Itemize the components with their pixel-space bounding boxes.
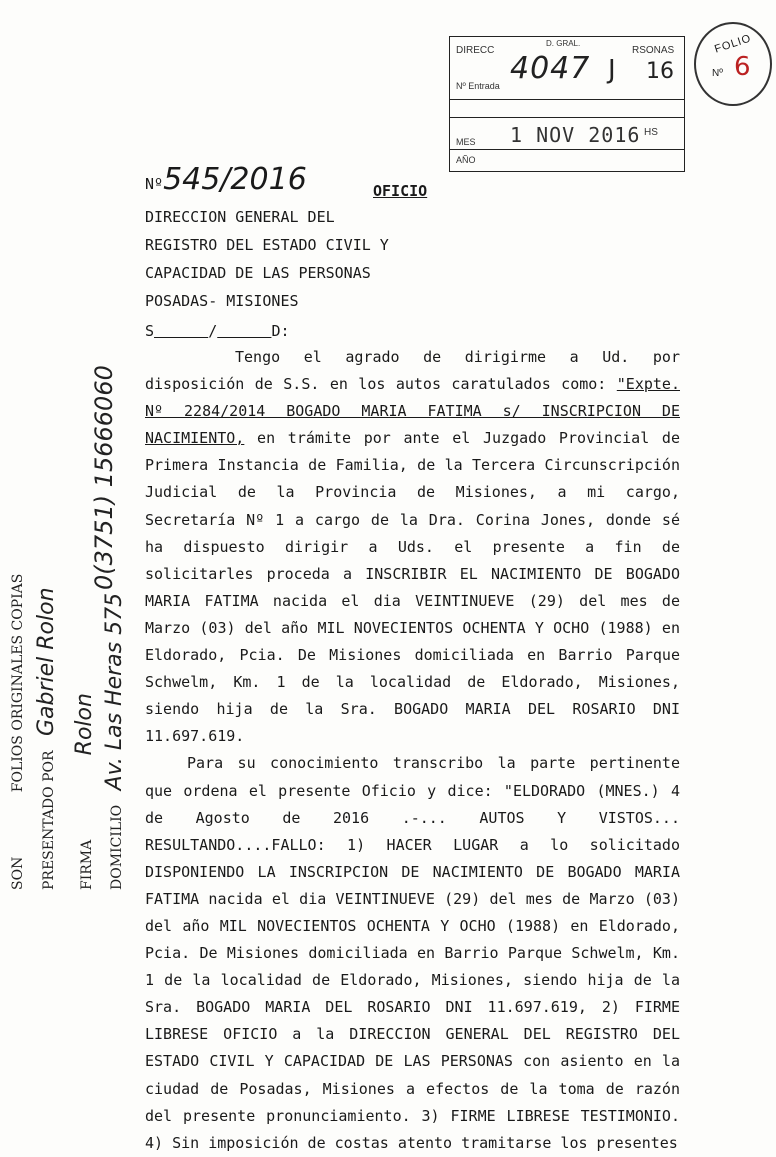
folio-no-label: Nº	[712, 68, 723, 79]
stamp-nro-value: 4047	[510, 51, 591, 86]
margin-firma: FIRMA	[79, 839, 95, 890]
address-line-4: POSADAS- MISIONES	[145, 292, 299, 310]
margin-son: SON	[10, 856, 26, 890]
stamp-anio: AÑO	[456, 155, 476, 165]
number-label: Nº	[145, 175, 164, 193]
oficio-number	[145, 162, 307, 197]
stamp-direcc: DIRECC	[456, 45, 495, 56]
margin-firma-hand: Rolon	[72, 693, 97, 756]
stamp-nro-label: Nº Entrada	[456, 81, 500, 91]
salutation-sd	[145, 322, 290, 340]
paragraph-1	[145, 344, 680, 750]
address-line-2: REGISTRO DEL ESTADO CIVIL Y	[145, 236, 389, 254]
p1-expediente: "Expte. Nº 2284/2014 BOGADO MARIA FATIMA s/ INSCRIPCION DE NACIMIENTO,	[145, 375, 680, 448]
p1-intro: Tengo el agrado de dirigirme a Ud. por disposición de S.S. en los autos caratulados como:	[145, 348, 680, 394]
stamp-letter: J	[608, 55, 616, 85]
p1-rest: en trámite por ante el Juzgado Provincial de Primera Instancia de Familia, de la Tercera Circunscripción Judicial de la Provincia de Misiones, a mi cargo, Secretaría Nº 1 a cargo de la Dra. Corina Jones, donde sé ha dispuesto dirigir a Uds. el presente a fin de solicitarles proceda a INSCRIBIR EL NACIMIENTO DE BOGADO MARIA FATIMA nacida el dia VEINTINUEVE (29) del mes de Marzo (03) del año MIL NOVECIENTOS OCHENTA Y OCHO (1988) en Eldorado, Pcia. De Misiones domiciliada en Barrio Parque Schwelm, Km. 1 de la localidad de Eldorado, Misiones, siendo hija de la Sra. BOGADO MARIA DEL ROSARIO DNI 11.697.619.	[145, 429, 680, 746]
address-line-3: CAPACIDAD DE LAS PERSONAS	[145, 264, 371, 282]
stamp-row1: D. GRAL.	[546, 39, 581, 48]
folio-stamp	[694, 22, 772, 106]
margin-domicilio-hand: Av. Las Heras 575	[102, 592, 127, 791]
stamp-year: 16	[646, 59, 674, 84]
margin-presentado-hand: Gabriel Rolon	[34, 587, 59, 737]
margin-folios: FOLIOS ORIGINALES COPIAS	[10, 573, 26, 793]
folio-label: FOLIO	[713, 32, 753, 56]
stamp-hs: HS	[644, 127, 658, 138]
document-body	[145, 344, 680, 1157]
reception-stamp	[449, 36, 685, 172]
stamp-date: 1 NOV 2016	[510, 123, 641, 147]
margin-phone: 0(3751) 15666060	[90, 365, 118, 590]
stamp-personas: RSONAS	[632, 45, 675, 56]
folio-value: 6	[734, 52, 751, 82]
margin-presentado: PRESENTADO POR	[41, 750, 57, 890]
paragraph-2: Para su conocimiento transcribo la parte pertinente que ordena el presente Oficio y dice: "ELDORADO (MNES.) 4 de Agosto de 2016 .-... AUTOS Y VISTOS... RESULTANDO....FALLO: 1) HACER LUGAR a lo solicitado DISPONIENDO LA INSCRIPCION DE NACIMIENTO DE BOGADO MARIA FATIMA nacida el dia VEINTINUEVE (29) del mes de Marzo (03) del año MIL NOVECIENTOS OCHENTA Y OCHO (1988) en Eldorado, Pcia. De Misiones domiciliada en Barrio Parque Schwelm, Km. 1 de la localidad de Eldorado, Misiones, siendo hija de la Sra. BOGADO MARIA DEL ROSARIO DNI 11.697.619, 2) FIRME LIBRESE OFICIO a la DIRECCION GENERAL DEL REGISTRO DEL ESTADO CIVIL Y CAPACIDAD DE LAS PERSONAS con asiento en la ciudad de Posadas, Misiones a efectos de la toma de razón del presente pronunciamiento. 3) FIRME LIBRESE TESTIMONIO. 4) Sin imposición de costas atento tramitarse los presentes	[145, 754, 680, 1152]
address-line-1: DIRECCION GENERAL DEL	[145, 208, 335, 226]
number-value: 545/2016	[163, 162, 307, 197]
stamp-mes: MES	[456, 137, 476, 147]
sd-d: D:	[271, 322, 290, 340]
sd-s: S /	[145, 322, 218, 340]
margin-domicilio: DOMICILIO	[109, 804, 125, 890]
oficio-title: OFICIO	[373, 182, 428, 200]
